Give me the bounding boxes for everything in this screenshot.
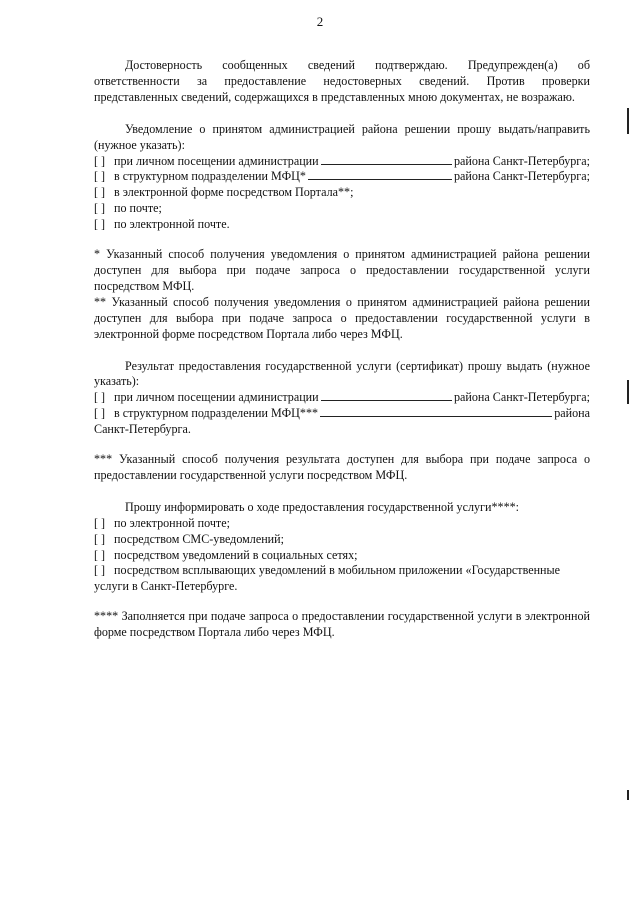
- notification-option-portal[interactable]: [94, 185, 590, 201]
- scan-edge-mark: [627, 380, 629, 404]
- option-suffix: района Санкт-Петербурга;: [453, 390, 590, 405]
- checkbox[interactable]: [ ]: [94, 515, 106, 530]
- notification-intro: Уведомление о принятом администрацией района решении прошу выдать/направить (нужное указать):: [94, 121, 590, 152]
- notification-option-visit[interactable]: [94, 154, 590, 170]
- notification-option-email[interactable]: [94, 217, 590, 233]
- option-suffix: района: [554, 406, 590, 421]
- blank-line[interactable]: [320, 416, 552, 417]
- option-label: при личном посещении администрации: [114, 390, 319, 405]
- document-body: [94, 58, 590, 641]
- notification-option-mfc[interactable]: [94, 169, 590, 185]
- blank-line[interactable]: [321, 164, 452, 165]
- checkbox[interactable]: [ ]: [94, 201, 106, 216]
- result-intro: Результат предоставления государственной услуги (сертификат) прошу выдать (нужное указать):: [94, 358, 590, 389]
- option-label: в структурном подразделении МФЦ*: [114, 169, 306, 184]
- inform-option-social[interactable]: [94, 548, 590, 564]
- checkbox[interactable]: [ ]: [94, 153, 106, 168]
- checkbox[interactable]: [ ]: [94, 547, 106, 562]
- option-label: в структурном подразделении МФЦ***: [114, 406, 319, 421]
- confirmation-paragraph: Достоверность сообщенных сведений подтверждаю. Предупрежден(а) об ответственности за предоставление недостоверных сведений. Против проверки представленных сведений, содержащихся в представленных мною документах, не возражаю.: [94, 58, 590, 104]
- option-label: по электронной почте.: [114, 217, 230, 232]
- option-suffix: района Санкт-Петербурга;: [453, 153, 590, 168]
- result-option-continuation: Санкт-Петербурга.: [94, 422, 191, 437]
- scan-edge-mark: [627, 108, 629, 134]
- option-suffix: района Санкт-Петербурга;: [453, 169, 590, 184]
- result-option-visit[interactable]: [94, 390, 590, 406]
- option-label: посредством всплывающих уведомлений в мобильном приложении «Государственные: [114, 563, 561, 578]
- inform-option-app[interactable]: [94, 563, 590, 579]
- option-label: посредством СМС-уведомлений;: [114, 531, 284, 546]
- checkbox[interactable]: [ ]: [94, 563, 106, 578]
- checkbox[interactable]: [ ]: [94, 217, 106, 232]
- option-label: посредством уведомлений в социальных сетях;: [114, 547, 358, 562]
- result-option-mfc[interactable]: [94, 406, 590, 422]
- inform-option-email[interactable]: [94, 516, 590, 532]
- blank-line[interactable]: [321, 400, 452, 401]
- checkbox[interactable]: [ ]: [94, 185, 106, 200]
- option-label: при личном посещении администрации: [114, 153, 319, 168]
- footnote-2: ** Указанный способ получения уведомления о принятом администрацией района решении доступен для выбора при подаче запроса о предоставлении государственной услуги в электронной форме посредством Портала либо через МФЦ.: [94, 294, 590, 341]
- page-number: 2: [316, 14, 324, 29]
- checkbox[interactable]: [ ]: [94, 531, 106, 546]
- blank-line[interactable]: [308, 179, 452, 180]
- option-label: в электронной форме посредством Портала**;: [114, 185, 354, 200]
- footnote-4: **** Заполняется при подаче запроса о предоставлении государственной услуги в электронной форме посредством Портала либо через МФЦ.: [94, 609, 590, 640]
- inform-intro: Прошу информировать о ходе предоставления государственной услуги****:: [125, 499, 520, 514]
- option-label: по почте;: [114, 201, 162, 216]
- inform-option-sms[interactable]: [94, 532, 590, 548]
- footnote-1: * Указанный способ получения уведомления о принятом администрацией района решении доступен для выбора при подаче запроса о предоставлении государственной услуги посредством МФЦ.: [94, 247, 590, 293]
- footnote-3: *** Указанный способ получения результата доступен для выбора при подаче запроса о предоставлении государственной услуги посредством МФЦ.: [94, 452, 590, 482]
- checkbox[interactable]: [ ]: [94, 169, 106, 184]
- notification-option-mail[interactable]: [94, 201, 590, 217]
- inform-option-continuation: услуги в Санкт-Петербурге.: [94, 579, 238, 594]
- option-label: по электронной почте;: [114, 515, 230, 530]
- scan-edge-mark: [627, 790, 629, 800]
- checkbox[interactable]: [ ]: [94, 390, 106, 405]
- checkbox[interactable]: [ ]: [94, 406, 106, 421]
